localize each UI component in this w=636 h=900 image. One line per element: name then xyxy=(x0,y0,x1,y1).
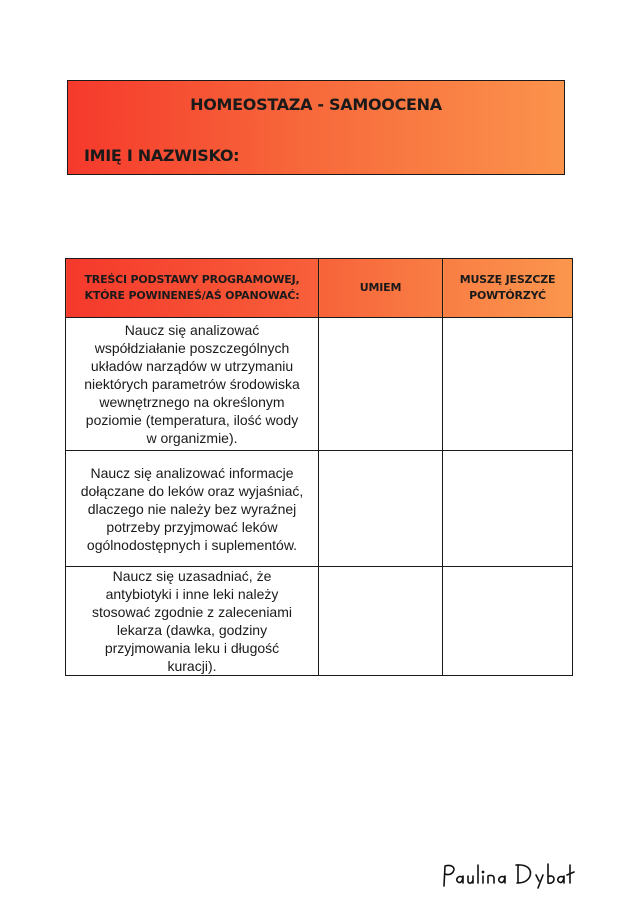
topic-cell: Naucz się uzasadniać, że antybiotyki i inne leki należy stosować zgodnie z zaleceniami lekarza (dawka, godziny przyjmowania leku i długość kuracji). xyxy=(66,567,319,676)
topic-cell: Naucz się analizować informacje dołączane do leków oraz wyjaśniać, dlaczego nie należy bez wyraźnej potrzeby przyjmować leków ogólnodostępnych i suplementów. xyxy=(66,451,319,567)
know-checkbox-cell[interactable] xyxy=(319,567,443,676)
know-checkbox-cell[interactable] xyxy=(319,318,443,451)
repeat-checkbox-cell[interactable] xyxy=(443,451,573,567)
repeat-checkbox-cell[interactable] xyxy=(443,318,573,451)
self-assessment-table xyxy=(65,258,573,676)
table-row xyxy=(66,318,573,451)
topic-cell: Naucz się analizować współdziałanie poszczególnych układów narządów w utrzymaniu niektórych parametrów środowiska wewnętrznego na określonym poziomie (temperatura, ilość wody w organizmie). xyxy=(66,318,319,451)
column-header-repeat: MUSZĘ JESZCZE POWTÓRZYĆ xyxy=(443,259,573,318)
document-title: HOMEOSTAZA - SAMOOCENA xyxy=(190,95,442,114)
title-banner xyxy=(67,80,565,175)
column-header-topics: TREŚCI PODSTAWY PROGRAMOWEJ, KTÓRE POWINENEŚ/AŚ OPANOWAĆ: xyxy=(66,259,319,318)
know-checkbox-cell[interactable] xyxy=(319,451,443,567)
table-row xyxy=(66,567,573,676)
author-signature xyxy=(440,860,580,890)
column-header-know: UMIEM xyxy=(319,259,443,318)
table-header-row xyxy=(66,259,573,318)
table-row xyxy=(66,451,573,567)
name-field-label: IMIĘ I NAZWISKO: xyxy=(84,146,240,165)
repeat-checkbox-cell[interactable] xyxy=(443,567,573,676)
